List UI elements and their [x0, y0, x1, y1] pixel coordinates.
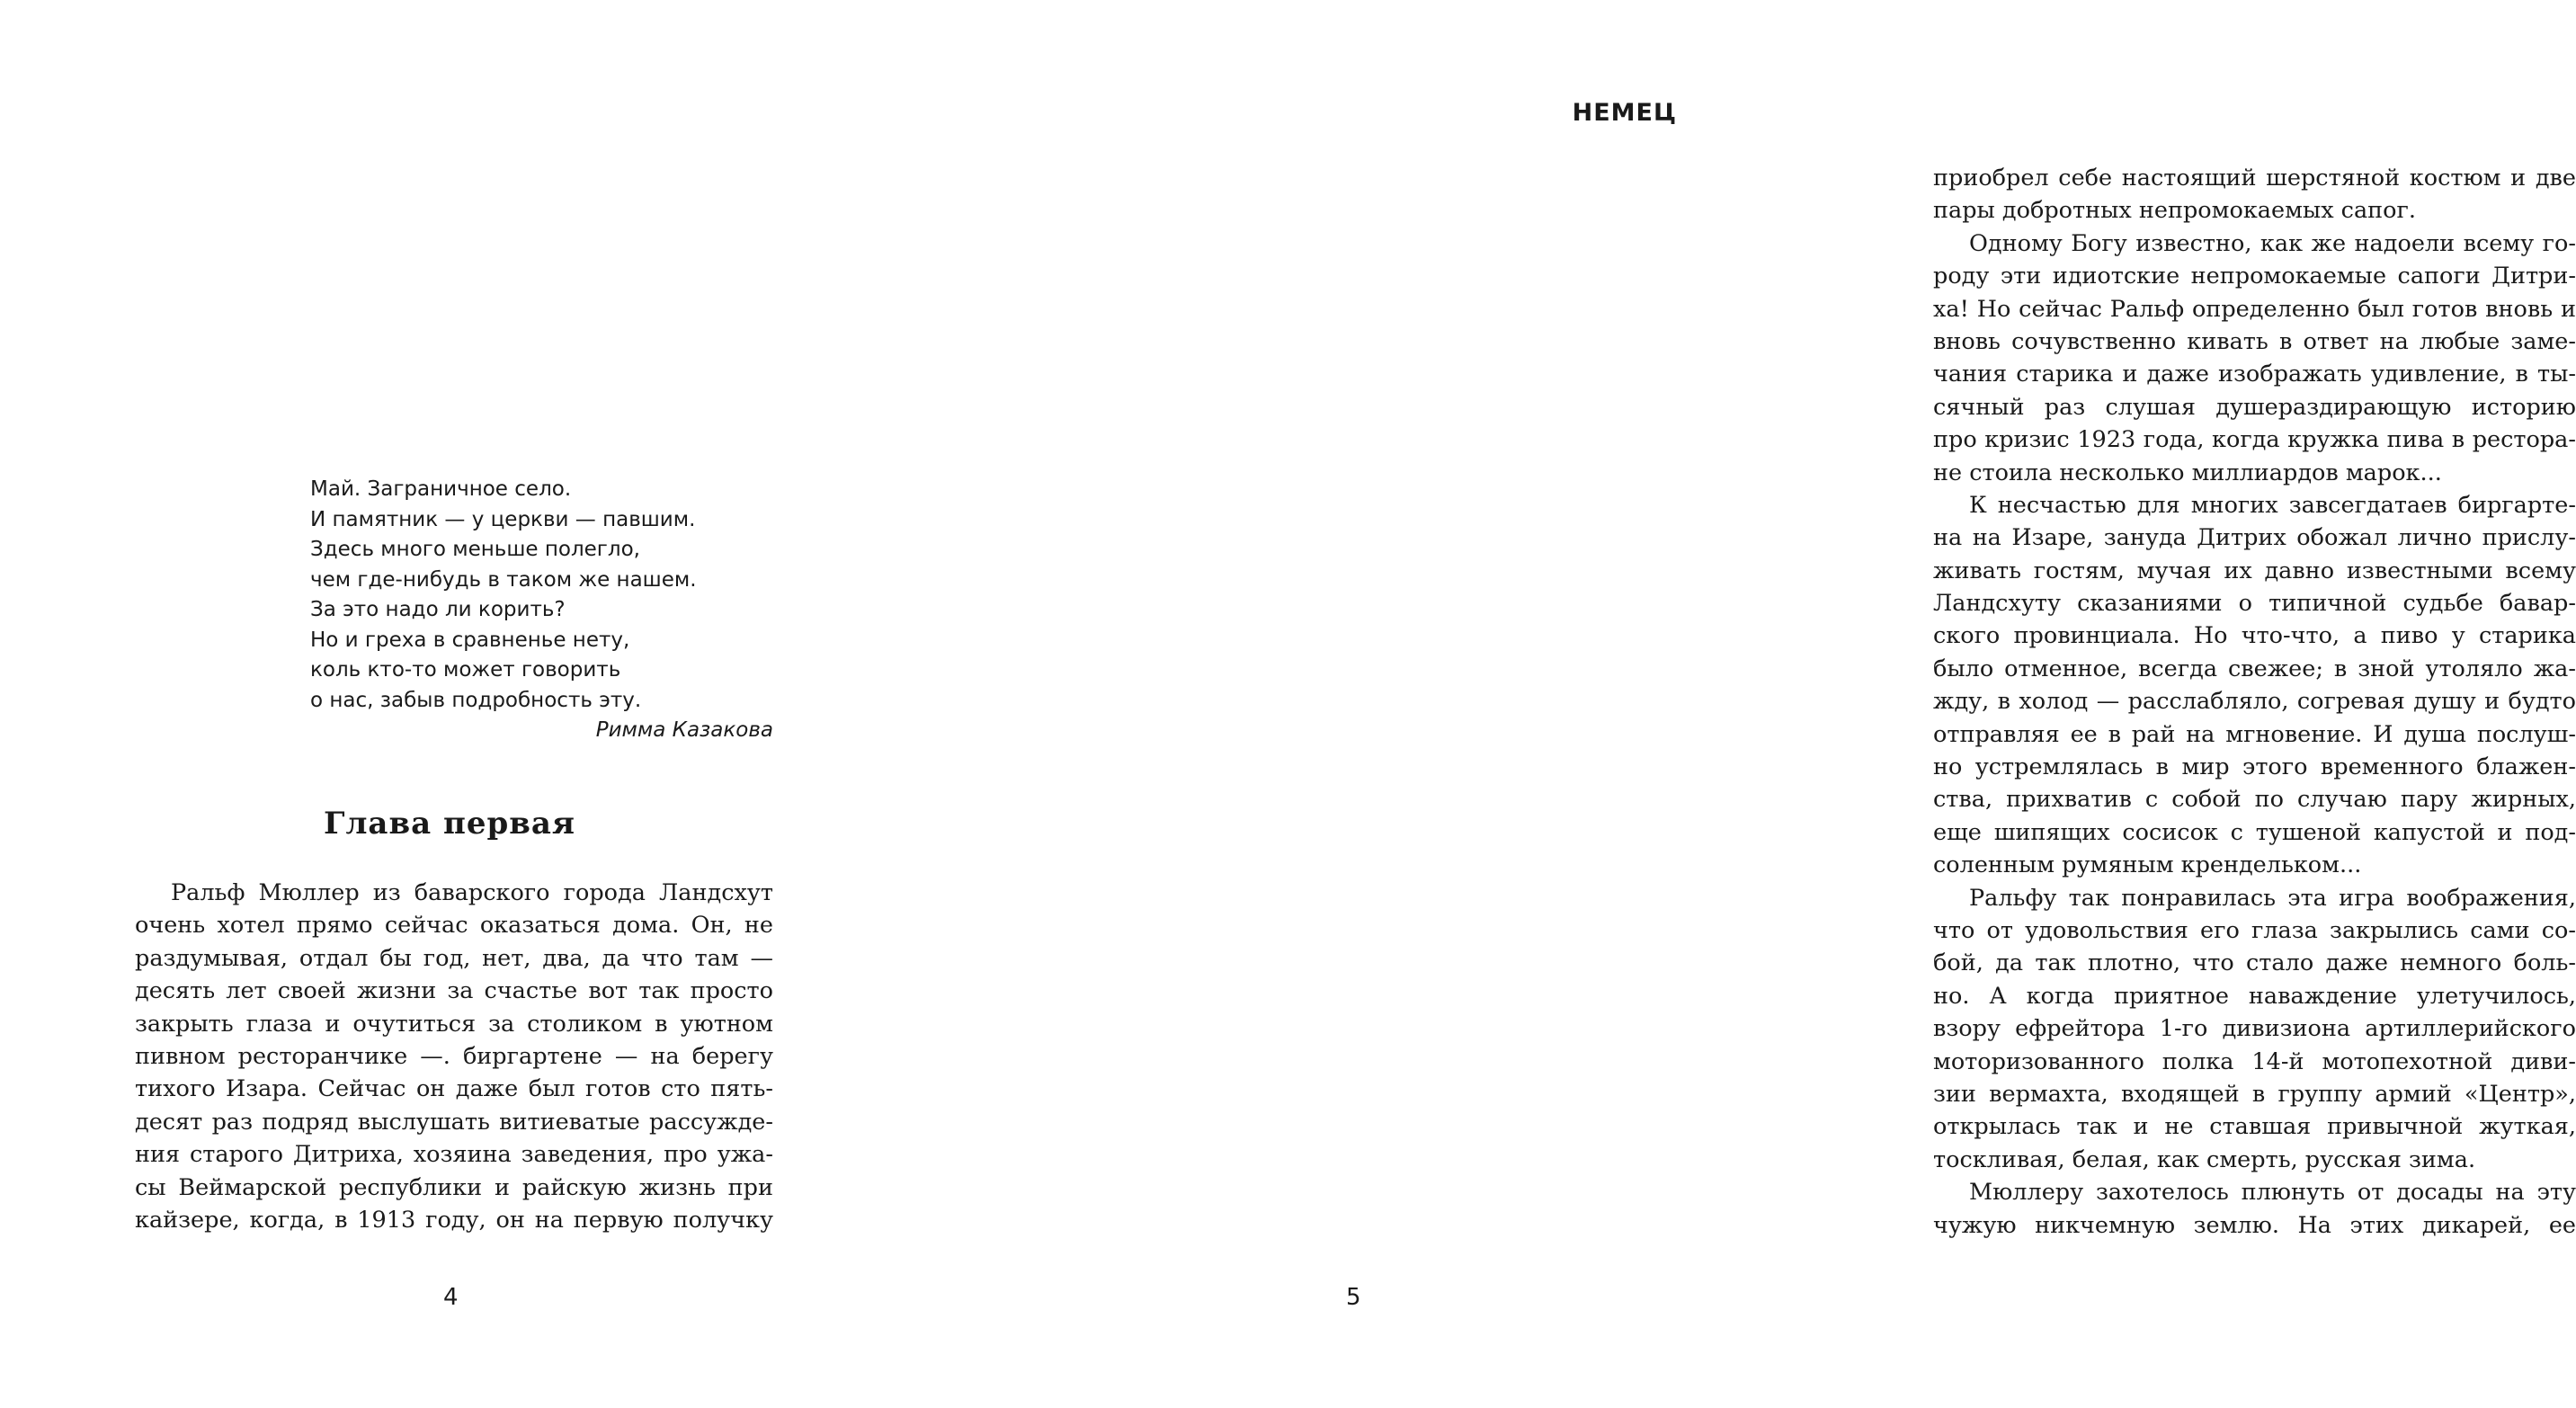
epigraph-line: о нас, забыв подробность эту. [310, 688, 642, 712]
epigraph-line: Май. Заграничное село. [310, 477, 572, 501]
text-line: зии вермахта, входящей в группу армий «Центр», [1933, 1080, 2576, 1108]
left-page [0, 0, 899, 1408]
epigraph-line: коль кто-то может говорить [310, 658, 621, 682]
text-line: чужую никчемную землю. На этих дикарей, ее [1933, 1211, 2576, 1239]
epigraph-line: Здесь много меньше полегло, [310, 538, 640, 561]
text-line: десять лет своей жизни за счастье вот так просто [135, 977, 773, 1005]
text-line: К несчастью для многих завсегдатаев биргарте- [1969, 491, 2576, 519]
text-line: отправляя ее в рай на мгновение. И душа послуш- [1933, 720, 2576, 748]
text-line: жду, в холод — расслабляло, согревая душу и будто [1933, 688, 2576, 716]
text-line: Одному Богу известно, как же надоели всему го- [1969, 229, 2576, 257]
text-line: ского провинциала. Но что-что, а пиво у старика [1933, 622, 2576, 650]
text-line: взору ефрейтора 1-го дивизиона артиллерийского [1933, 1015, 2576, 1043]
epigraph-line: И памятник — у церкви — павшим. [310, 507, 696, 531]
epigraph-line: чем где-нибудь в таком же нашем. [310, 567, 697, 592]
text-line: вновь сочувственно кивать в ответ на любые заме- [1933, 327, 2576, 355]
text-line: Мюллеру захотелось плюнуть от досады на эту [1969, 1179, 2576, 1207]
text-line: но устремлялась в мир этого временного блажен- [1933, 753, 2576, 781]
text-line: бой, да так плотно, что стало даже немного боль- [1933, 949, 2576, 977]
epigraph [310, 475, 773, 746]
epigraph-line: За это надо ли корить? [310, 598, 566, 621]
epigraph-line: Но и греха в сравненье нету, [310, 628, 630, 652]
text-line: сы Веймарской республики и райскую жизнь при [135, 1173, 773, 1201]
text-line: на на Изаре, зануда Дитрих обожал лично прислу- [1933, 524, 2576, 552]
text-line: моторизованного полка 14-й мотопехотной диви- [1933, 1047, 2576, 1075]
chapter-title: Глава первая [323, 806, 576, 842]
text-line: тихого Изара. Сейчас он даже был готов сто пять- [135, 1075, 773, 1103]
page-number: 5 [1346, 1284, 1361, 1311]
text-line: про кризис 1923 года, когда кружка пива в рестора- [1933, 426, 2576, 454]
text-line: сячный раз слушая душераздирающую историю [1933, 393, 2576, 421]
text-line: раздумывая, отдал бы год, нет, два, да что там — [135, 944, 773, 972]
text-line: живать гостям, мучая их давно известными всему [1933, 557, 2576, 584]
text-line: закрыть глаза и очутиться за столиком в уютном [135, 1010, 773, 1038]
epigraph-author: Римма Казакова [595, 718, 773, 742]
text-line: пары добротных непромокаемых сапог. [1933, 197, 2416, 225]
text-line: десят раз подряд выслушать витиеватые рассужде- [135, 1108, 773, 1136]
text-line: кайзере, когда, в 1913 году, он на первую получку [135, 1206, 773, 1234]
page-number: 4 [443, 1284, 459, 1311]
running-head: НЕМЕЦ [1572, 99, 1677, 127]
text-line: не стоила несколько миллиардов марок... [1933, 459, 2442, 486]
text-line: ха! Но сейчас Ральф определенно был готов вновь и [1933, 295, 2576, 323]
text-line: тоскливая, белая, как смерть, русская зима. [1933, 1145, 2476, 1173]
text-line: очень хотел прямо сейчас оказаться дома. Он, не [135, 912, 773, 940]
text-line: что от удовольствия его глаза закрылись сами со- [1933, 916, 2576, 944]
text-line: пивном ресторанчике —. биргартене — на берегу [135, 1042, 773, 1070]
text-line: Ландсхуту сказаниями о типичной судьбе бавар- [1933, 590, 2576, 618]
text-line: ния старого Дитриха, хозяина заведения, про ужа- [135, 1141, 773, 1169]
text-line: Ральфу так понравилась эта игра воображения, [1969, 884, 2576, 912]
text-line: соленным румяным крендельком... [1933, 851, 2362, 879]
left-body-text [135, 877, 773, 1236]
text-line: чания старика и даже изображать удивление, в ты- [1933, 361, 2576, 388]
text-line: открылась так и не ставшая привычной жуткая, [1933, 1113, 2576, 1141]
text-line: роду эти идиотские непромокаемые сапоги Дитри- [1933, 263, 2576, 290]
text-line: еще шипящих сосисок с тушеной капустой и под- [1933, 818, 2576, 846]
text-line: но. А когда приятное наваждение улетучилось, [1933, 982, 2576, 1010]
text-line: было отменное, всегда свежее; в зной утоляло жа- [1933, 655, 2576, 682]
text-line: приобрел себе настоящий шерстяной костюм и две [1933, 165, 2576, 192]
text-line: ства, прихватив с собой по случаю пару жирных, [1933, 786, 2576, 814]
right-page [899, 0, 2576, 1408]
right-body-text [1933, 162, 2576, 1242]
text-line: Ральф Мюллер из баварского города Ландсхут [171, 879, 773, 906]
